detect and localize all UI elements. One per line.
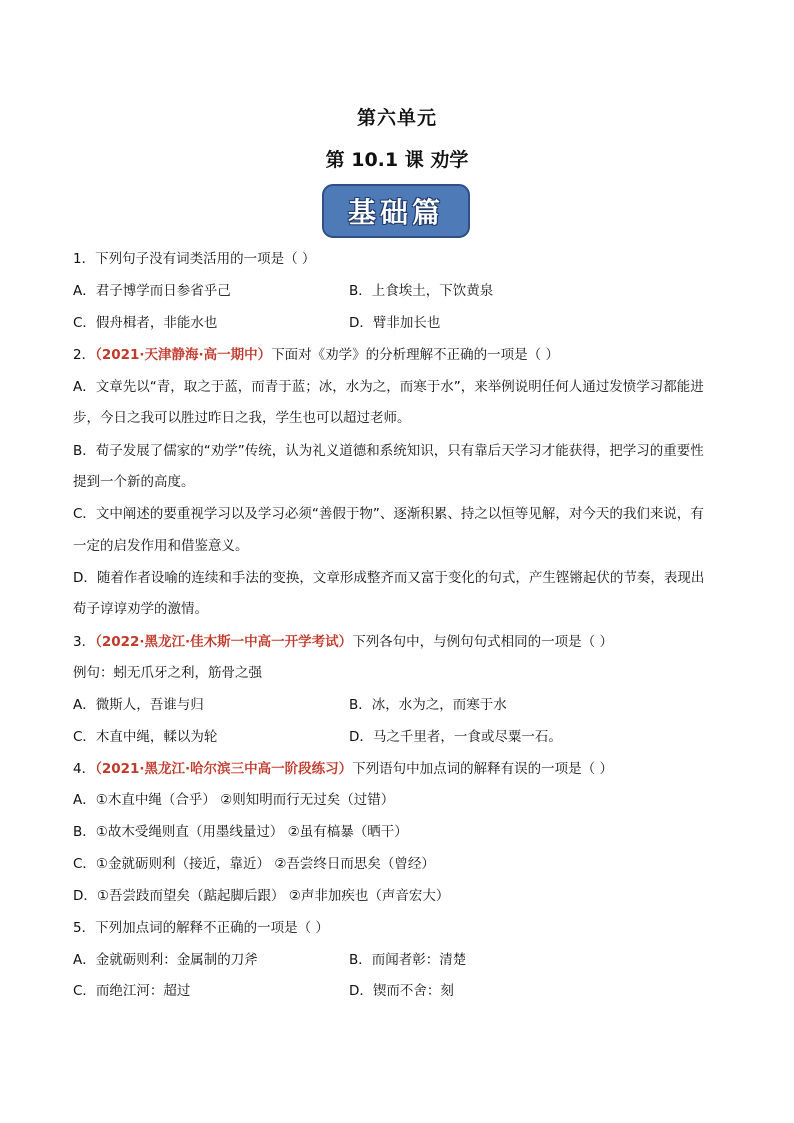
question-5-option-a: A．金就砺则利：金属制的刀斧 (73, 952, 258, 968)
question-4-source: （2021·黑龙江·哈尔滨三中高一阶段练习） (95, 761, 353, 777)
question-3-source: （2022·黑龙江·佳木斯一中高一开学考试） (95, 634, 353, 650)
question-1-option-a: A．君子博学而日参省乎己 (73, 283, 231, 299)
question-2-line: 提到一个新的高度。 (73, 474, 195, 490)
question-2-line: 一定的启发作用和借鉴意义。 (73, 538, 249, 554)
question-5-option-b: B．而闻者彰：清楚 (349, 952, 467, 968)
question-1-option-c: C．假舟楫者，非能水也 (73, 315, 218, 331)
question-3-options-row-2 (73, 727, 723, 747)
question-2-stem (73, 345, 723, 365)
question-2-line: D．随着作者设喻的连续和手法的变换，文章形成整齐而又富于变化的句式，产生铿锵起伏的节奏，表现出 (73, 570, 705, 586)
question-2-text: 下面对《劝学》的分析理解不正确的一项是（ ） (271, 347, 559, 363)
question-5-option-c: C．而绝江河：超过 (73, 983, 191, 999)
unit-title: 第六单元 (356, 107, 437, 129)
lesson-title: 第 10.1 课 劝学 (325, 149, 469, 171)
question-2-line: A．文章先以“青，取之于蓝，而青于蓝；冰，水为之，而寒于水”，来举例说明任何人通过发愤学习都能进 (73, 379, 704, 395)
question-2-line: 步，今日之我可以胜过昨日之我，学生也可以超过老师。 (73, 410, 411, 426)
question-2-line: C．文中阐述的要重视学习以及学习必须“善假于物”、逐渐积累、持之以恒等见解，对今天的我们来说，有 (73, 506, 704, 522)
question-3-example: 例句：蚓无爪牙之利，筋骨之强 (73, 665, 262, 681)
question-2-line: B．荀子发展了儒家的“劝学”传统，认为礼义道德和系统知识，只有靠后天学习才能获得，把学习的重要性 (73, 443, 704, 459)
question-3-option-a: A．微斯人，吾谁与归 (73, 697, 204, 713)
question-4-option-d: D．①吾尝跂而望矣（踮起脚后跟） ②声非加疾也（声音宏大） (73, 888, 450, 904)
question-4-number: 4． (73, 761, 96, 777)
section-badge (322, 184, 470, 238)
question-5-options-row-1 (73, 950, 723, 970)
question-2-line: 荀子谆谆劝学的激情。 (73, 601, 208, 617)
question-3-option-b: B．冰，水为之，而寒于水 (349, 697, 507, 713)
question-1-options-row-2 (73, 313, 723, 333)
question-5-stem: 5．下列加点词的解释不正确的一项是（ ） (73, 920, 329, 936)
question-5-options-row-2 (73, 981, 723, 1001)
section-badge-label: 基础篇 (347, 196, 444, 229)
question-1-option-b: B．上食埃土，下饮黄泉 (349, 283, 494, 299)
question-4-text: 下列语句中加点词的解释有误的一项是（ ） (352, 761, 613, 777)
question-4-option-c: C．①金就砺则利（接近，靠近） ②吾尝终日而思矣（曾经） (73, 856, 435, 872)
question-3-text: 下列各句中，与例句句式相同的一项是（ ） (352, 634, 613, 650)
question-1-stem: 1．下列句子没有词类活用的一项是（ ） (73, 251, 316, 267)
question-3-options-row-1 (73, 695, 723, 715)
question-4-option-b: B．①故木受绳则直（用墨线量过） ②虽有槁暴（晒干） (73, 824, 408, 840)
question-2-number: 2． (73, 347, 96, 363)
question-2-source: （2021·天津静海·高一期中） (95, 347, 272, 363)
question-3-stem (73, 632, 723, 652)
question-3-option-d: D．马之千里者，一食或尽粟一石。 (349, 729, 562, 745)
question-4-stem (73, 759, 723, 779)
question-1-option-d: D．臂非加长也 (349, 315, 441, 331)
question-4-option-a: A．①木直中绳（合乎） ②则知明而行无过矣（过错） (73, 792, 395, 808)
question-3-option-c: C．木直中绳，輮以为轮 (73, 729, 218, 745)
question-5-option-d: D．锲而不舍：刻 (349, 983, 454, 999)
question-3-number: 3． (73, 634, 96, 650)
question-1-options-row-1 (73, 281, 723, 301)
